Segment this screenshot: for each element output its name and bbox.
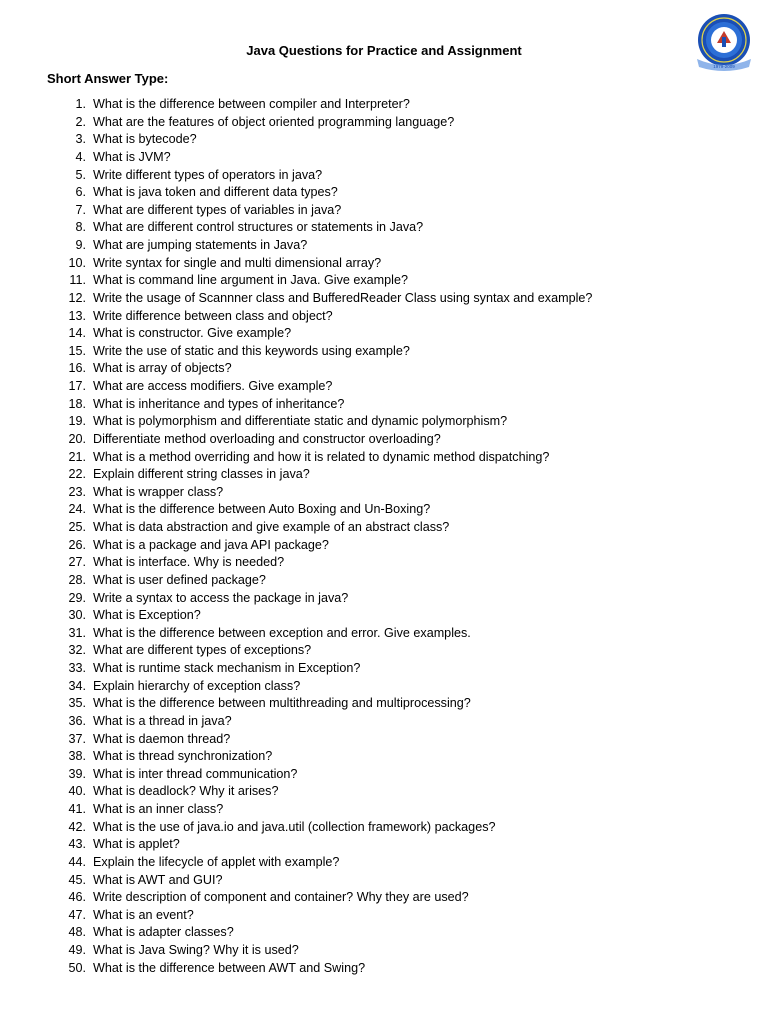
question-text: Write difference between class and object? <box>93 308 333 323</box>
question-text: What are access modifiers. Give example? <box>93 379 333 393</box>
question-number: 49. <box>68 943 86 957</box>
question-text: What is an event? <box>93 907 194 922</box>
question-list <box>0 96 768 977</box>
question-text: What is the difference between Auto Boxing and Un-Boxing? <box>93 502 431 517</box>
question-text: What is command line argument in Java. Give example? <box>93 273 408 288</box>
question-text: What is the difference between compiler and Interpreter? <box>93 97 410 111</box>
question-text: What is an inner class? <box>93 802 224 816</box>
question-number: 12. <box>68 290 86 305</box>
question-item <box>0 290 768 308</box>
question-number: 26. <box>68 537 86 552</box>
question-item <box>0 219 768 237</box>
question-text: What is data abstraction and give example of an abstract class? <box>93 520 450 534</box>
question-item <box>0 713 768 731</box>
question-text: What is bytecode? <box>93 132 197 147</box>
question-number: 6. <box>75 185 86 200</box>
question-number: 29. <box>68 590 86 605</box>
question-text: What is the difference between exception and error. Give examples. <box>93 625 471 640</box>
question-number: 37. <box>68 731 86 746</box>
question-item <box>0 255 768 273</box>
question-number: 28. <box>68 572 86 587</box>
question-item <box>0 96 768 114</box>
question-number: 32. <box>68 643 86 658</box>
question-number: 50. <box>68 960 86 975</box>
question-text: Write description of component and container? Why they are used? <box>93 890 469 905</box>
question-item <box>0 607 768 625</box>
question-number: 25. <box>68 520 86 534</box>
question-item <box>0 660 768 678</box>
question-number: 48. <box>68 925 86 940</box>
question-item <box>0 554 768 572</box>
question-number: 23. <box>68 484 86 499</box>
question-text: What is a thread in java? <box>93 713 232 728</box>
question-text: What is Java Swing? Why it is used? <box>93 943 299 957</box>
question-number: 33. <box>68 661 86 675</box>
question-number: 7. <box>75 202 86 217</box>
question-item <box>0 360 768 378</box>
question-item <box>0 766 768 784</box>
question-text: Differentiate method overloading and constructor overloading? <box>93 431 441 446</box>
question-text: What is constructor. Give example? <box>93 326 292 341</box>
question-text: Write a syntax to access the package in java? <box>93 590 349 605</box>
question-text: What is AWT and GUI? <box>93 872 223 887</box>
question-number: 45. <box>68 872 86 887</box>
question-text: Explain different string classes in java? <box>93 467 310 482</box>
question-item <box>0 872 768 890</box>
question-item <box>0 149 768 167</box>
question-text: What is Exception? <box>93 608 201 623</box>
question-text: What is interface. Why is needed? <box>93 555 285 570</box>
question-text: What is thread synchronization? <box>93 749 273 764</box>
question-item <box>0 325 768 343</box>
question-number: 5. <box>75 167 86 182</box>
question-text: What is polymorphism and differentiate static and dynamic polymorphism? <box>93 414 508 429</box>
seal-year-text: 1979-2009 <box>713 64 735 69</box>
question-number: 30. <box>68 608 86 623</box>
question-text: What is the difference between AWT and Swing? <box>93 960 366 975</box>
question-number: 47. <box>68 907 86 922</box>
question-number: 19. <box>68 414 86 429</box>
question-number: 36. <box>68 713 86 728</box>
question-text: What is adapter classes? <box>93 925 234 940</box>
question-number: 11. <box>69 273 86 288</box>
question-item <box>0 678 768 696</box>
question-number: 40. <box>68 784 86 799</box>
question-text: What is daemon thread? <box>93 731 231 746</box>
question-number: 31. <box>68 625 86 640</box>
question-text: What is inter thread communication? <box>93 766 298 781</box>
question-text: What is wrapper class? <box>93 484 224 499</box>
question-text: What is java token and different data types? <box>93 185 338 200</box>
question-item <box>0 184 768 202</box>
question-item <box>0 537 768 555</box>
question-number: 4. <box>75 149 86 164</box>
section-heading: Short Answer Type: <box>47 71 169 86</box>
question-item <box>0 819 768 837</box>
question-item <box>0 590 768 608</box>
question-item <box>0 167 768 185</box>
question-item <box>0 449 768 467</box>
question-text: Explain the lifecycle of applet with example? <box>93 854 340 869</box>
question-text: What are different control structures or statements in Java? <box>93 220 424 235</box>
question-number: 42. <box>68 819 86 834</box>
question-number: 21. <box>68 449 86 464</box>
question-number: 41. <box>68 802 86 816</box>
question-text: Write the usage of Scannner class and BufferedReader Class using syntax and example? <box>93 290 593 305</box>
question-item <box>0 695 768 713</box>
question-number: 39. <box>68 766 86 781</box>
question-item <box>0 854 768 872</box>
question-text: Explain hierarchy of exception class? <box>93 678 301 693</box>
question-text: What are jumping statements in Java? <box>93 238 308 252</box>
question-number: 17. <box>68 379 86 393</box>
question-text: What is the use of java.io and java.util (collection framework) packages? <box>93 819 496 834</box>
question-number: 3. <box>75 132 86 147</box>
question-item <box>0 801 768 819</box>
question-item <box>0 343 768 361</box>
question-number: 16. <box>68 361 86 376</box>
question-item <box>0 131 768 149</box>
question-item <box>0 431 768 449</box>
question-text: What is runtime stack mechanism in Exception? <box>93 661 361 675</box>
question-text: What is a package and java API package? <box>93 537 329 552</box>
question-item <box>0 942 768 960</box>
question-text: What is deadlock? Why it arises? <box>93 784 279 799</box>
question-number: 43. <box>68 837 86 852</box>
question-number: 2. <box>75 114 86 129</box>
question-item <box>0 907 768 925</box>
question-number: 27. <box>68 555 86 570</box>
question-number: 46. <box>68 890 86 905</box>
question-item <box>0 572 768 590</box>
question-item <box>0 202 768 220</box>
question-number: 24. <box>68 502 86 517</box>
question-item <box>0 836 768 854</box>
question-item <box>0 731 768 749</box>
question-number: 10. <box>68 255 86 270</box>
question-number: 18. <box>68 396 86 411</box>
question-item <box>0 272 768 290</box>
question-item <box>0 396 768 414</box>
question-number: 22. <box>68 467 86 482</box>
question-item <box>0 466 768 484</box>
question-number: 20. <box>68 431 86 446</box>
question-item <box>0 308 768 326</box>
question-number: 44. <box>68 854 86 869</box>
question-number: 35. <box>68 696 86 711</box>
question-text: Write syntax for single and multi dimensional array? <box>93 255 382 270</box>
question-item <box>0 960 768 978</box>
question-item <box>0 378 768 396</box>
question-number: 9. <box>75 238 86 252</box>
question-text: What are the features of object oriented programming language? <box>93 114 455 129</box>
question-number: 8. <box>75 220 86 235</box>
question-item <box>0 625 768 643</box>
question-item <box>0 484 768 502</box>
question-text: Write different types of operators in java? <box>93 167 323 182</box>
question-text: What is a method overriding and how it is related to dynamic method dispatching? <box>93 449 550 464</box>
question-text: What are different types of variables in java? <box>93 202 342 217</box>
question-number: 38. <box>68 749 86 764</box>
page-title: Java Questions for Practice and Assignment <box>246 43 522 58</box>
question-item <box>0 519 768 537</box>
question-number: 15. <box>68 343 86 358</box>
question-text: What is applet? <box>93 837 180 852</box>
question-item <box>0 642 768 660</box>
question-text: What is array of objects? <box>93 361 232 376</box>
institution-seal-icon <box>693 11 755 73</box>
question-text: What are different types of exceptions? <box>93 643 312 658</box>
question-number: 34. <box>68 678 86 693</box>
question-number: 14. <box>68 326 86 341</box>
seal-graphic <box>693 11 755 73</box>
question-item <box>0 748 768 766</box>
question-item <box>0 501 768 519</box>
question-item <box>0 237 768 255</box>
question-item <box>0 924 768 942</box>
question-number: 13. <box>68 308 86 323</box>
question-item <box>0 413 768 431</box>
question-text: What is user defined package? <box>93 572 266 587</box>
question-item <box>0 114 768 132</box>
question-item <box>0 783 768 801</box>
question-text: What is JVM? <box>93 149 171 164</box>
question-number: 1. <box>75 97 86 111</box>
question-text: What is the difference between multithreading and multiprocessing? <box>93 696 471 711</box>
question-text: What is inheritance and types of inheritance? <box>93 396 345 411</box>
question-item <box>0 889 768 907</box>
question-text: Write the use of static and this keywords using example? <box>93 343 410 358</box>
